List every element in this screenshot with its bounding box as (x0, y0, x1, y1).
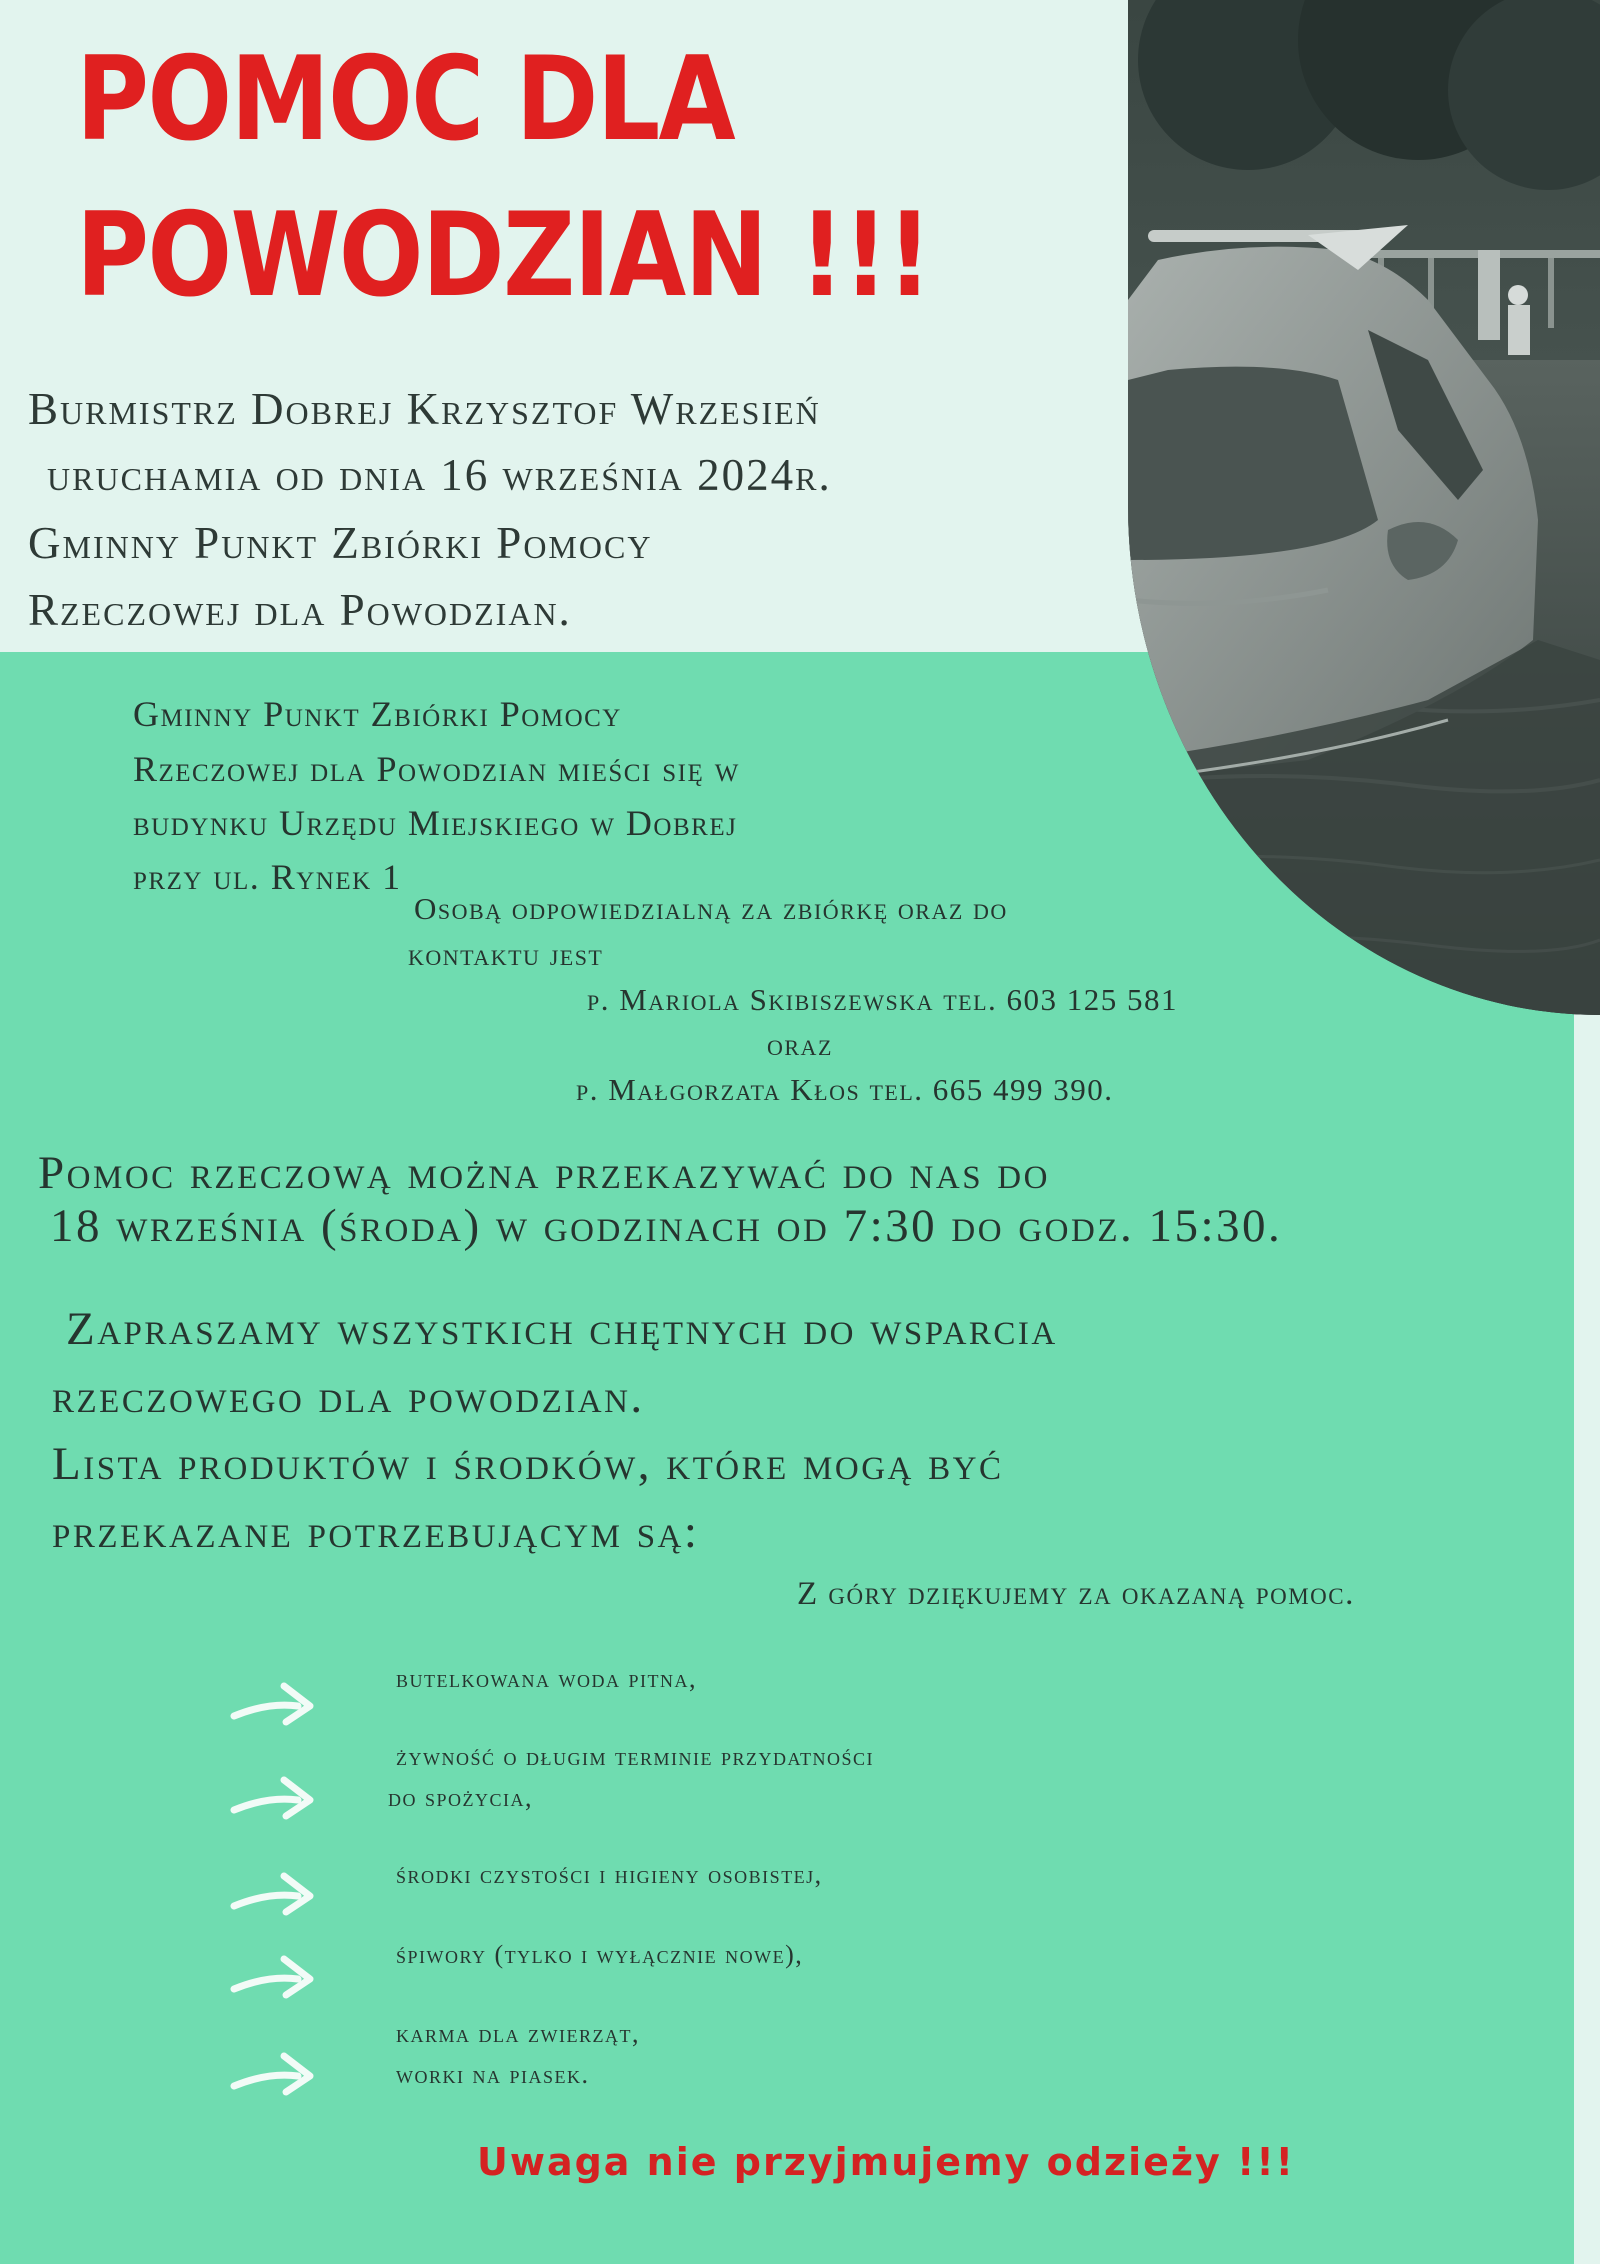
title-line-2: POWODZIAN !!! (76, 188, 931, 323)
intro-line-4: Rzeczowej dla Powodzian. (28, 585, 572, 635)
invite-line-4: przekazane potrzebującym są: (52, 1506, 700, 1558)
curved-arrow-right-icon (228, 1862, 320, 1922)
contact-joiner: oraz (767, 1027, 833, 1062)
intro-line-2: uruchamia od dnia 16 września 2024r. (47, 450, 832, 500)
invite-line-2: rzeczowego dla powodzian. (52, 1371, 645, 1423)
contact-person-2: p. Małgorzata Kłos tel. 665 499 390. (576, 1072, 1114, 1107)
contact-line-2: kontaktu jest (408, 937, 604, 972)
no-clothing-warning: Uwaga nie przyjmujemy odzieży !!! (477, 2140, 1295, 2184)
invite-line-1: Zapraszamy wszystkich chętnych do wsparcia (66, 1303, 1058, 1355)
deadline-line-2: 18 września (środa) w godzinach od 7:30 do godz. 15:30. (50, 1200, 1283, 1252)
location-line-2: Rzeczowej dla Powodzian mieści się w (133, 749, 740, 789)
contact-person-1: p. Mariola Skibiszewska tel. 603 125 581 (587, 982, 1179, 1017)
item-pet-food: karma dla zwierząt, (396, 2019, 640, 2048)
curved-arrow-right-icon (228, 1672, 320, 1732)
item-water: butelkowana woda pitna, (396, 1664, 697, 1693)
location-line-3: budynku Urzędu Miejskiego w Dobrej (133, 803, 738, 843)
curved-arrow-right-icon (228, 2042, 320, 2102)
item-sandbags: worki na piasek. (396, 2060, 590, 2089)
title-line-1: POMOC DLA (76, 32, 735, 167)
location-line-4: przy ul. Rynek 1 (133, 857, 402, 897)
item-food-line-2: do spożycia, (388, 1783, 534, 1812)
item-sleeping-bags: śpiwory (tylko i wyłącznie nowe), (396, 1940, 804, 1969)
item-food-line-1: żywność o długim terminie przydatności (396, 1742, 874, 1771)
thanks-note: Z góry dziękujemy za okazaną pomoc. (797, 1576, 1355, 1612)
curved-arrow-right-icon (228, 1766, 320, 1826)
invite-line-3: Lista produktów i środków, które mogą być (52, 1438, 1004, 1490)
curved-arrow-right-icon (228, 1945, 320, 2005)
deadline-line-1: Pomoc rzeczową można przekazywać do nas do (38, 1147, 1050, 1199)
contact-line-1: Osobą odpowiedzialną za zbiórkę oraz do (414, 891, 1008, 926)
item-hygiene: środki czystości i higieny osobistej, (396, 1860, 823, 1889)
intro-line-1: Burmistrz Dobrej Krzysztof Wrzesień (28, 384, 821, 434)
intro-line-3: Gminny Punkt Zbiórki Pomocy (28, 518, 653, 568)
location-line-1: Gminny Punkt Zbiórki Pomocy (133, 694, 622, 734)
